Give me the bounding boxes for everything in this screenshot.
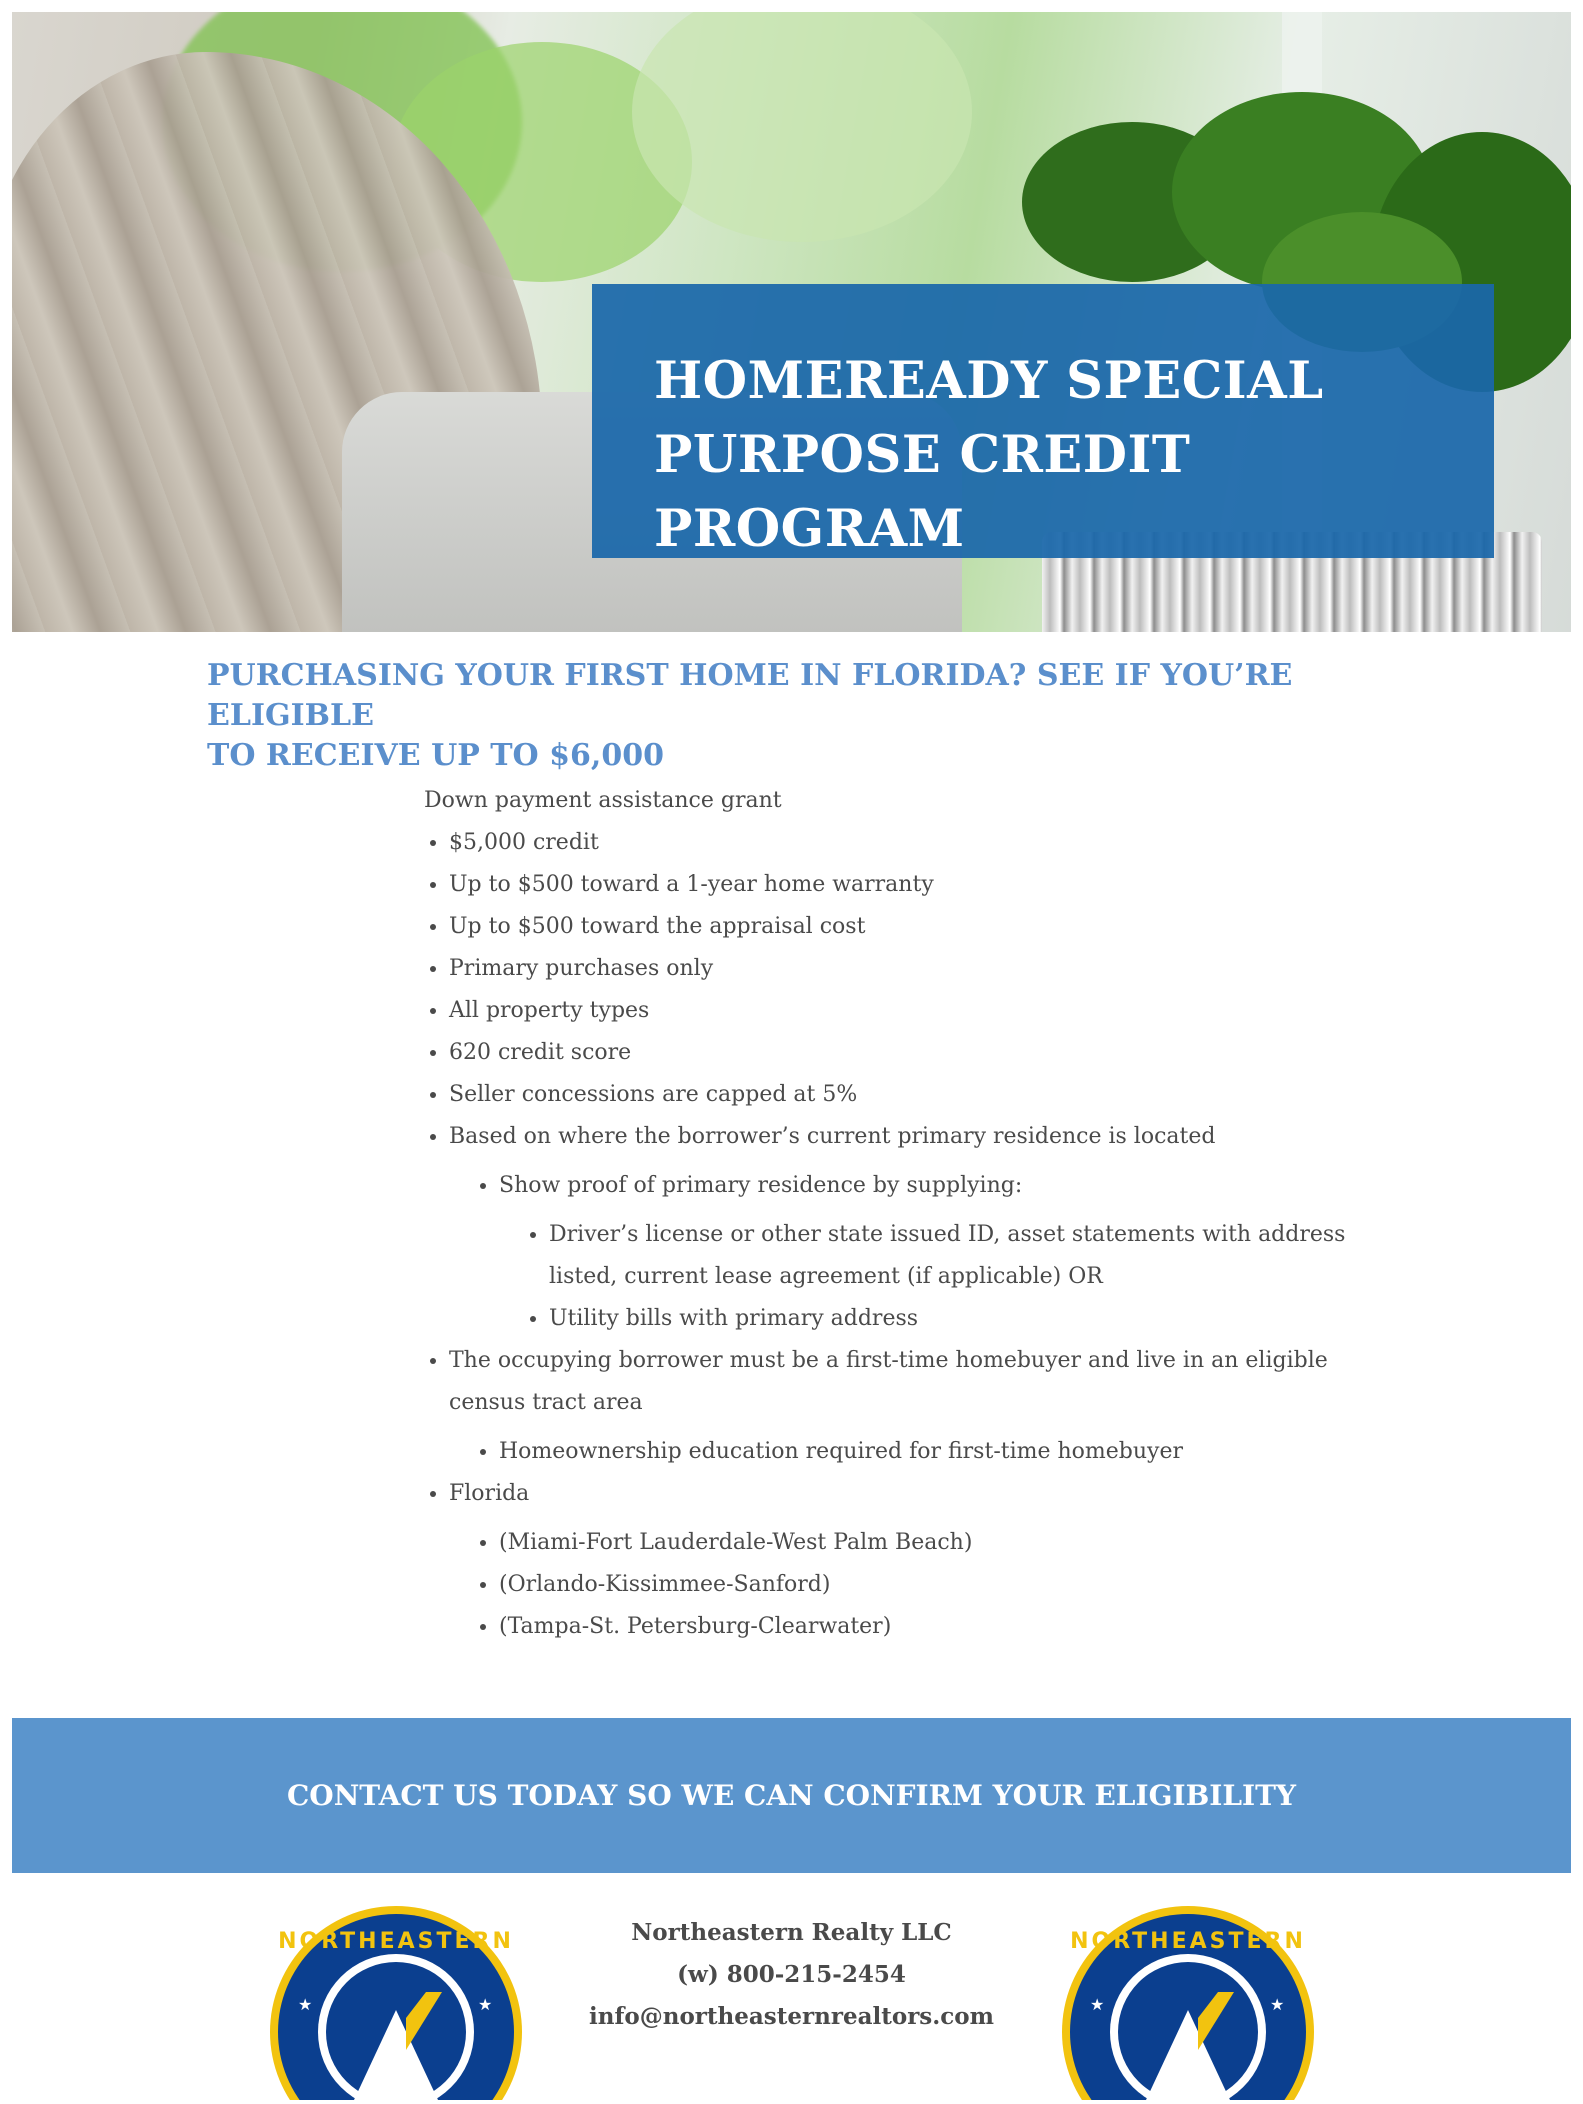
company-logo — [266, 1900, 526, 2100]
list-item: Homeownership education required for first-time homebuyer — [474, 1431, 1364, 1473]
list-item — [424, 1340, 1364, 1473]
list-item: Driver’s license or other state issued ID, asset statements with address listed, current lease agreement (if applicable) OR — [524, 1214, 1364, 1298]
nested-list — [474, 1165, 1364, 1340]
title-banner — [592, 284, 1494, 558]
nested-list — [474, 1522, 1364, 1648]
list-item: Primary purchases only — [424, 948, 1364, 990]
list-item-text: Show proof of primary residence by supplying: — [499, 1173, 1023, 1198]
list-item — [424, 1116, 1364, 1340]
list-item: $5,000 credit — [424, 822, 1364, 864]
list-item: 620 credit score — [424, 1032, 1364, 1074]
foliage-shape — [632, 12, 972, 242]
logo-text: NORTHEASTERN — [1070, 1929, 1306, 1954]
subheading-line-2: TO RECEIVE UP TO $6,000 — [207, 738, 664, 773]
list-item: Up to $500 toward a 1-year home warranty — [424, 864, 1364, 906]
logo-text: NORTHEASTERN — [278, 1929, 514, 1954]
nested-list — [474, 1431, 1364, 1473]
logo-badge-icon — [266, 1900, 526, 2100]
list-item: Utility bills with primary address — [524, 1298, 1364, 1340]
list-item — [424, 1473, 1364, 1648]
nested-list — [524, 1214, 1364, 1340]
list-item-text: Based on where the borrower’s current primary residence is located — [449, 1124, 1216, 1149]
title-line-2: PURPOSE CREDIT PROGRAM — [654, 425, 1191, 559]
list-item: (Miami-Fort Lauderdale-West Palm Beach) — [474, 1522, 1364, 1564]
star-icon: ★ — [298, 1995, 313, 2014]
benefits-list — [424, 822, 1364, 1648]
list-item: (Orlando-Kissimmee-Sanford) — [474, 1564, 1364, 1606]
email-link[interactable]: info@northeasternrealtors.com — [589, 2003, 994, 2030]
title-line-1: HOMEREADY SPECIAL — [654, 351, 1324, 411]
company-name: Northeastern Realty LLC — [631, 1919, 952, 1946]
cta-text: CONTACT US TODAY SO WE CAN CONFIRM YOUR ELIGIBILITY — [287, 1779, 1296, 1812]
subheading — [207, 656, 1367, 776]
star-icon: ★ — [1270, 1995, 1285, 2014]
list-item: Seller concessions are capped at 5% — [424, 1074, 1364, 1116]
page-title — [654, 344, 1474, 566]
list-item: Up to $500 toward the appraisal cost — [424, 906, 1364, 948]
phone-number[interactable]: (w) 800-215-2454 — [677, 1961, 906, 1988]
program-details — [424, 780, 1364, 1648]
list-item: All property types — [424, 990, 1364, 1032]
subheading-line-1: PURCHASING YOUR FIRST HOME IN FLORIDA? SEE IF YOU’RE ELIGIBLE — [207, 658, 1293, 733]
cta-banner — [12, 1718, 1571, 1873]
star-icon: ★ — [478, 1995, 493, 2014]
company-logo — [1058, 1900, 1318, 2100]
list-item-text: The occupying borrower must be a first-time homebuyer and live in an eligible census tract area — [449, 1348, 1328, 1415]
contact-info — [520, 1912, 1063, 2038]
star-icon: ★ — [1090, 1995, 1105, 2014]
logo-badge-icon — [1058, 1900, 1318, 2100]
intro-text: Down payment assistance grant — [424, 788, 782, 813]
list-item — [474, 1165, 1364, 1340]
list-item: (Tampa-St. Petersburg-Clearwater) — [474, 1606, 1364, 1648]
list-item-text: Florida — [449, 1481, 530, 1506]
